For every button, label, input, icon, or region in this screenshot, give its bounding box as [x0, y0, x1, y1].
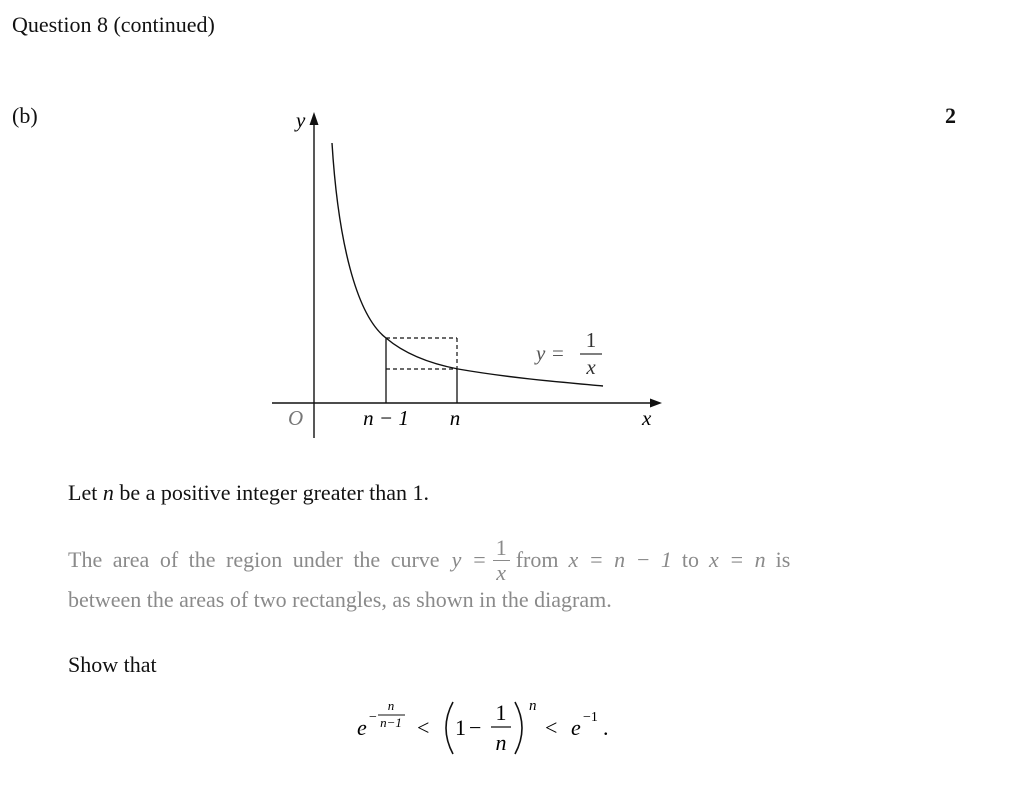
- statement-range-end: x = n: [709, 547, 766, 572]
- ineq-exp-minus: −: [369, 710, 377, 725]
- ineq-one: 1: [455, 715, 466, 740]
- statement-from: from: [515, 547, 559, 572]
- y-axis-arrow: [310, 112, 319, 125]
- tick-label-n-minus-1: n − 1: [363, 406, 409, 430]
- origin-label: O: [288, 406, 304, 430]
- show-that-label: Show that: [68, 652, 157, 677]
- ineq-rhs-exp: −1: [583, 710, 598, 725]
- statement-frac-num: 1: [493, 536, 510, 560]
- ineq-period: .: [603, 715, 609, 740]
- ineq-base-e: e: [357, 715, 367, 740]
- curve-label-lhs: y =: [536, 341, 565, 365]
- curve-label-denominator: x: [586, 355, 596, 379]
- statement-fraction: [493, 536, 510, 583]
- x-axis-arrow: [650, 399, 662, 408]
- statement-y-eq: y =: [451, 547, 487, 572]
- ineq-lt-1: <: [417, 715, 430, 740]
- statement-range-start: x = n − 1: [568, 547, 672, 572]
- curve-label-numerator: 1: [585, 328, 597, 352]
- question-heading: Question 8 (continued): [12, 12, 215, 37]
- tick-label-n: n: [449, 406, 461, 430]
- problem-statement: [68, 535, 888, 613]
- statement-frac-den: x: [496, 559, 507, 585]
- ineq-lt-2: <: [545, 715, 558, 740]
- statement-is: is: [775, 547, 791, 572]
- ineq-right-paren: [515, 702, 522, 754]
- ineq-frac-den: n: [495, 730, 507, 755]
- ineq-minus: −: [469, 715, 482, 740]
- ineq-exp-den: n−1: [380, 715, 402, 730]
- ineq-frac-num: 1: [495, 700, 507, 725]
- ineq-power: n: [529, 698, 537, 714]
- intro-var: n: [102, 480, 114, 505]
- ineq-rhs-e: e: [571, 715, 581, 740]
- marks-value: 2: [945, 103, 956, 128]
- statement-part1: The area of the region under the curve: [68, 547, 440, 572]
- statement-to: to: [681, 547, 700, 572]
- statement-line2: between the areas of two rectangles, as shown in the diagram.: [68, 587, 612, 612]
- ineq-exp-num: n: [387, 698, 395, 713]
- intro-sentence: [68, 480, 429, 506]
- inequality-expression: [355, 690, 635, 770]
- intro-pre: Let: [68, 480, 103, 505]
- ineq-left-paren: [446, 702, 453, 754]
- y-axis-label: y: [296, 108, 306, 132]
- x-axis-label: x: [642, 406, 652, 430]
- reciprocal-curve-diagram: [260, 100, 680, 450]
- intro-post: be a positive integer greater than 1.: [113, 480, 430, 505]
- part-label: (b): [12, 103, 38, 128]
